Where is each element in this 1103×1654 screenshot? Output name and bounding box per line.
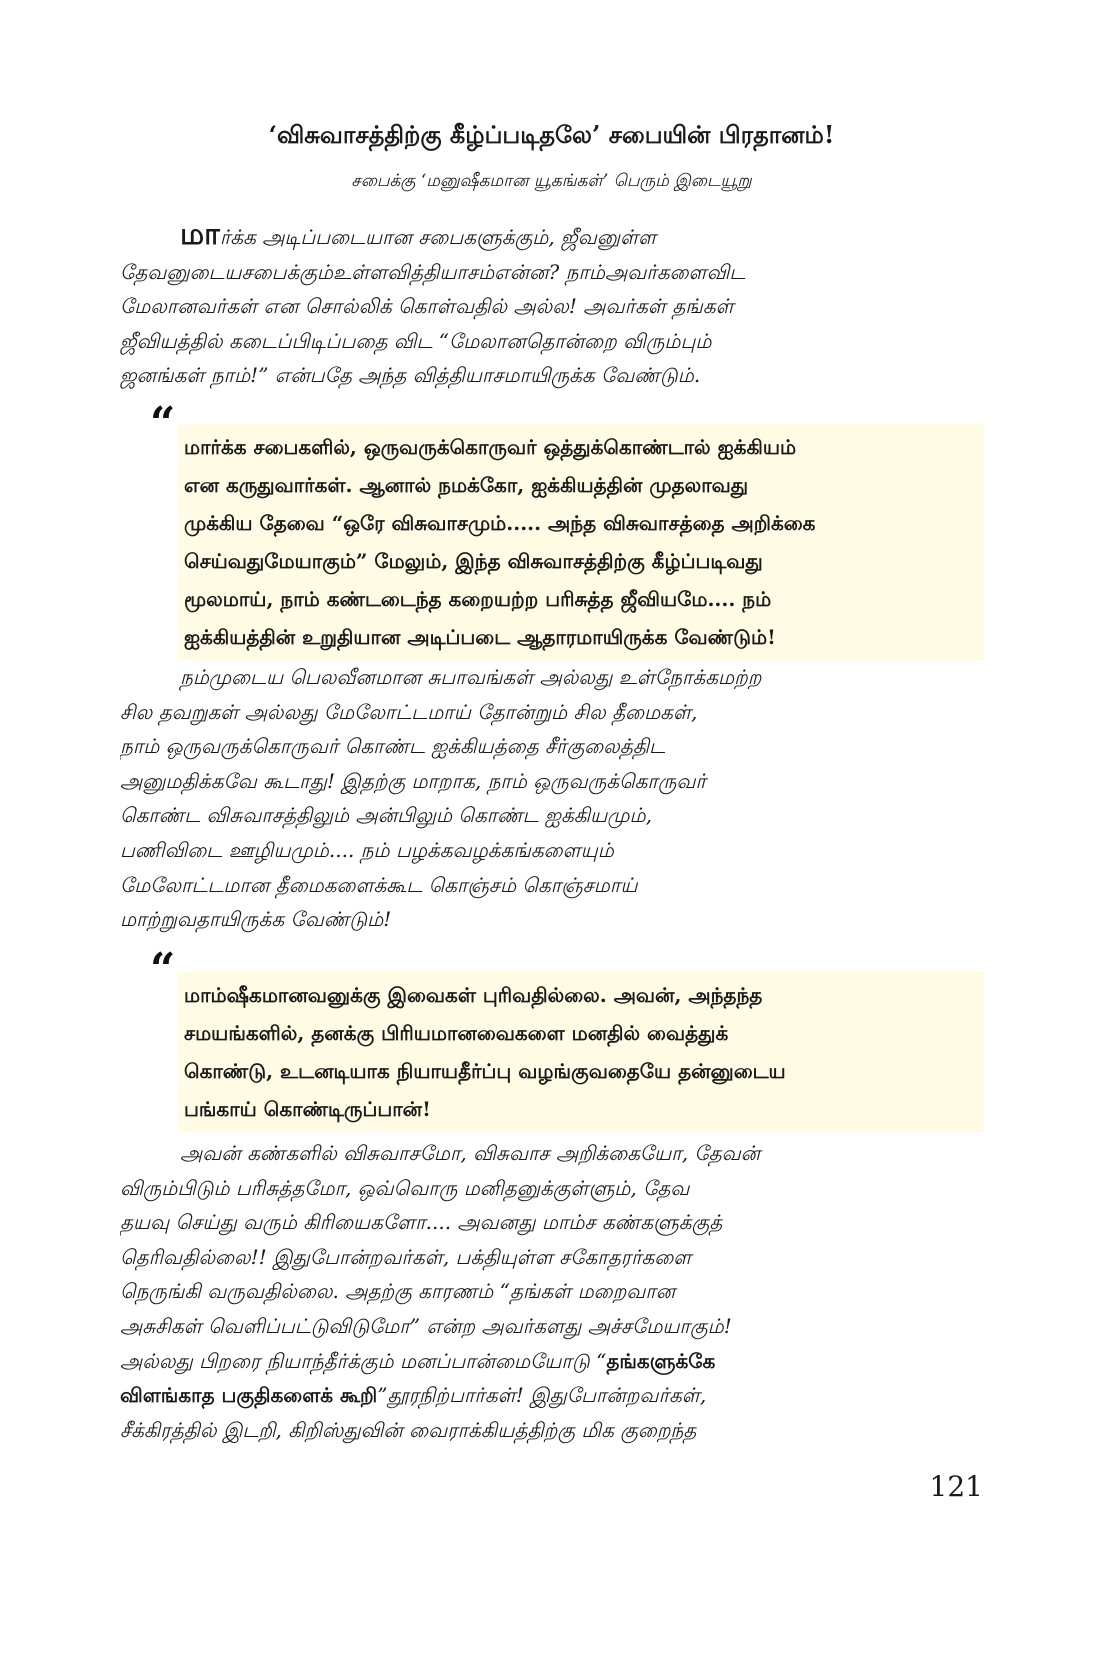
quote-1-line: ஐக்கியத்தின் உறுதியான அடிப்படை ஆதாரமாயிருக்க வேண்டும்! xyxy=(184,625,776,649)
emphasis-text: தங்களுக்கே xyxy=(606,1348,716,1373)
quote-mark-icon: “ xyxy=(150,398,176,449)
quote-1-line: மார்க்க சபைகளில், ஒருவருக்கொருவர் ஒத்துக்கொண்டால் ஐக்கியம் xyxy=(184,435,797,459)
quote-2-line: கொண்டு, உடனடியாக நியாயதீர்ப்பு வழங்குவதையே தன்னுடைய xyxy=(184,1059,786,1083)
paragraph-3-line: தயவு செய்து வரும் கிரியைகளோ.... அவனது மாம்ச கண்களுக்குத் xyxy=(120,1210,723,1235)
quote-1-line: முக்கிய தேவை “ஒரே விசுவாசமும்..... அந்த விசுவாசத்தை அறிக்கை xyxy=(184,511,816,535)
paragraph-2-line: சில தவறுகள் அல்லது மேலோட்டமாய் தோன்றும் சில தீமைகள், xyxy=(120,699,698,724)
quote-2-line: பங்காய் கொண்டிருப்பான்! xyxy=(184,1097,431,1121)
quote-2-line: மாம்ஷீகமானவனுக்கு இவைகள் புரிவதில்லை. அவன், அந்தந்த xyxy=(184,983,763,1007)
paragraph-3-line: அல்லது பிறரை நியாந்தீர்க்கும் மனப்பான்மையோடு “தங்களுக்கே xyxy=(120,1348,716,1373)
paragraph-3-line: அசுசிகள் வெளிப்பட்டுவிடுமோ” என்ற அவர்களது அச்சமேயாகும்! xyxy=(120,1313,732,1338)
paragraph-3-line: விளங்காத பகுதிகளைக் கூறி”தூரநிற்பார்கள்! இதுபோன்றவர்கள், xyxy=(120,1383,707,1408)
pull-quote-2 xyxy=(178,972,984,1132)
pull-quote-1 xyxy=(178,424,984,660)
paragraph-2-line: பணிவிடை ஊழியமும்.... நம் பழக்கவழக்கங்களையும் xyxy=(120,837,614,862)
quote-1-line: என கருதுவார்கள். ஆனால் நமக்கோ, ஐக்கியத்தின் முதலாவது xyxy=(184,473,749,497)
quote-2-line: சமயங்களில், தனக்கு பிரியமானவைகளை மனதில் வைத்துக் xyxy=(184,1021,729,1045)
quote-1-line: செய்வதுமேயாகும்” மேலும், இந்த விசுவாசத்திற்கு கீழ்ப்படிவது xyxy=(184,549,763,573)
page-subtitle: சபைக்கு ‘மனுஷீகமான யூகங்கள்’ பெரும் இடையூறு xyxy=(351,171,752,191)
paragraph-1-line: ஜனங்கள் நாம்!” என்பதே அந்த வித்தியாசமாயிருக்க வேண்டும். xyxy=(120,363,701,388)
paragraph-1 xyxy=(120,218,982,393)
paragraph-3-line: நெருங்கி வருவதில்லை. அதற்கு காரணம் “தங்கள் மறைவான xyxy=(120,1279,676,1304)
paragraph-3-line: அவன் கண்களில் விசுவாசமோ, விசுவாச அறிக்கையோ, தேவன் xyxy=(180,1141,761,1165)
paragraph-2-line: மாற்றுவதாயிருக்க வேண்டும்! xyxy=(120,907,392,932)
paragraph-2-line: அனுமதிக்கவே கூடாது! இதற்கு மாறாக, நாம் ஒருவருக்கொருவர் xyxy=(120,768,707,793)
emphasis-text: விளங்காத பகுதிகளைக் கூறி xyxy=(120,1383,378,1408)
paragraph-3-line: விரும்பிடும் பரிசுத்தமோ, ஒவ்வொரு மனிதனுக்குள்ளும், தேவ xyxy=(120,1175,690,1200)
paragraph-2-line: மேலோட்டமான தீமைகளைக்கூட கொஞ்சம் கொஞ்சமாய் xyxy=(120,872,638,897)
paragraph-2-line: நாம் ஒருவருக்கொருவர் கொண்ட ஐக்கியத்தை சீர்குலைத்திட xyxy=(120,734,666,759)
page-title: ‘விசுவாசத்திற்கு கீழ்ப்படிதலே’ சபையின் பிரதானம்! xyxy=(268,120,835,149)
drop-cap: மா xyxy=(180,218,220,252)
paragraph-3-line: சீக்கிரத்தில் இடறி, கிறிஸ்துவின் வைராக்கியத்திற்கு மிக குறைந்த xyxy=(120,1417,697,1442)
paragraph-3 xyxy=(120,1136,982,1447)
paragraph-2-line: நம்முடைய பெலவீனமான சுபாவங்கள் அல்லது உள்நோக்கமற்ற xyxy=(180,665,762,689)
paragraph-1-line: ஜீவியத்தில் கடைப்பிடிப்பதை விட “மேலானதொன்றை விரும்பும் xyxy=(120,328,712,353)
quote-mark-icon: “ xyxy=(150,944,176,995)
paragraph-3-line: தெரிவதில்லை!! இதுபோன்றவர்கள், பக்தியுள்ள சகோதரர்களை xyxy=(120,1244,692,1269)
paragraph-2 xyxy=(120,660,982,937)
quote-1-line: மூலமாய், நாம் கண்டடைந்த கறையற்ற பரிசுத்த ஜீவியமே.... நம் xyxy=(184,587,772,611)
paragraph-1-line: தேவனுடையசபைக்கும்உள்ளவித்தியாசம்என்ன? நாம்அவர்களைவிட xyxy=(120,259,746,284)
paragraph-1-line: மேலானவர்கள் என சொல்லிக் கொள்வதில் அல்ல! அவர்கள் தங்கள் xyxy=(120,294,734,319)
page-number: 121 xyxy=(929,1470,983,1503)
paragraph-2-line: கொண்ட விசுவாசத்திலும் அன்பிலும் கொண்ட ஐக்கியமும், xyxy=(120,803,652,828)
paragraph-1-line: மார்க்க அடிப்படையான சபைகளுக்கும், ஜீவனுள்ள xyxy=(180,218,657,252)
